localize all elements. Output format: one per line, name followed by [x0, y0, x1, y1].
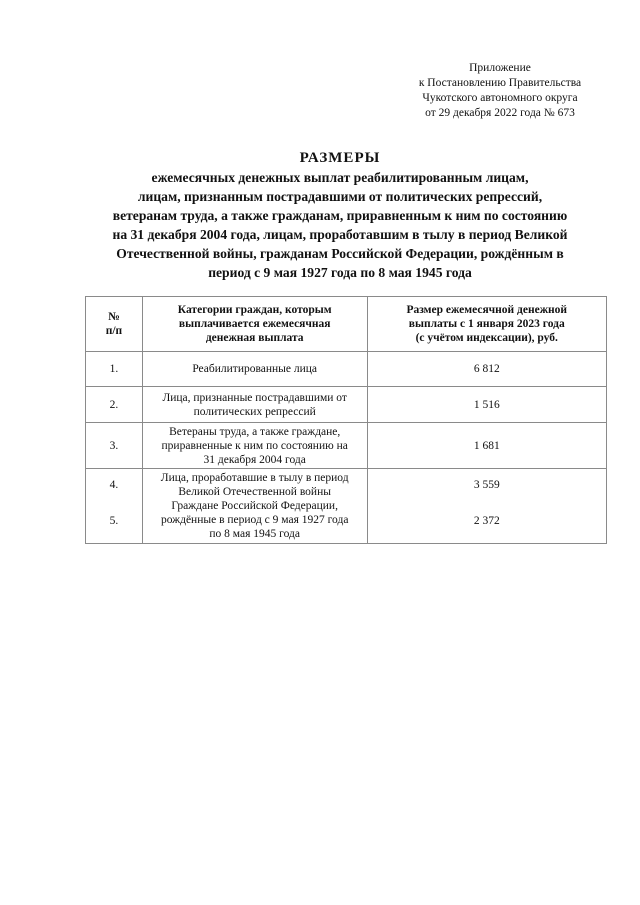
category-text: Великой Отечественной войны [178, 486, 331, 498]
header-text: Категории граждан, которым [177, 304, 332, 316]
appendix-line: Чукотского автономного округа [422, 92, 578, 104]
row-category [142, 352, 367, 387]
category-text: по 8 мая 1945 года [209, 528, 300, 540]
category-4 [145, 471, 365, 499]
row-category [142, 387, 367, 423]
title-line: ежемесячных денежных выплат реабилитированным лицам, [151, 170, 529, 185]
row-amount: 6 812 [367, 352, 607, 387]
category-text: Реабилитированные лица [192, 363, 318, 375]
row-number-5: 5. [109, 515, 119, 527]
amount-4: 3 559 [473, 479, 500, 491]
title-line: на 31 декабря 2004 года, лицам, проработавшим в тылу в период Великой [112, 227, 568, 242]
appendix-header [380, 61, 620, 121]
row-number: 2. [86, 387, 143, 423]
category-text: Лица, признанные пострадавшими от [162, 391, 347, 404]
category-text: рождённые в период с 9 мая 1927 года [160, 514, 349, 526]
row-number: 1. [86, 352, 143, 387]
category-text: приравненные к ним по состоянию на [161, 439, 348, 452]
row-number [86, 469, 143, 544]
amount-5: 2 372 [473, 515, 500, 527]
table-header-row [86, 297, 607, 352]
header-category [142, 297, 367, 352]
row-number-4: 4. [109, 479, 119, 491]
table-row [86, 387, 607, 423]
row-amount: 1 516 [367, 387, 607, 423]
merged-cell [370, 469, 605, 543]
header-text: Размер ежемесячной денежной [406, 304, 568, 316]
header-text: выплаты с 1 января 2023 года [408, 318, 565, 330]
header-text: (с учётом индексации), руб. [415, 332, 558, 344]
row-category [142, 423, 367, 469]
appendix-line: Приложение [469, 62, 531, 74]
category-5 [145, 499, 365, 541]
category-text: Ветераны труда, а также граждане, [169, 425, 341, 438]
document-title [70, 148, 610, 282]
appendix-line: к Постановлению Правительства [418, 77, 582, 89]
title-line: период с 9 мая 1927 года по 8 мая 1945 года [208, 265, 472, 280]
merged-cell [145, 469, 365, 543]
appendix-line: от 29 декабря 2022 года № 673 [425, 107, 575, 119]
title-main: РАЗМЕРЫ [299, 150, 381, 166]
row-category [142, 469, 367, 544]
title-line: лицам, признанным пострадавшими от политических репрессий, [137, 189, 543, 204]
title-line: ветеранам труда, а также гражданам, приравненным к ним по состоянию [112, 208, 568, 223]
header-number [86, 297, 143, 352]
row-amount: 1 681 [367, 423, 607, 469]
category-text: Граждане Российской Федерации, [171, 500, 338, 512]
table-row [86, 352, 607, 387]
merged-cell [88, 469, 140, 543]
header-text: выплачивается ежемесячная [178, 318, 331, 330]
header-text: денежная выплата [205, 332, 304, 344]
header-text: п/п [105, 325, 123, 337]
row-amount [367, 469, 607, 544]
category-text: 31 декабря 2004 года [203, 453, 306, 466]
table-row [86, 469, 607, 544]
row-number: 3. [86, 423, 143, 469]
table-row [86, 423, 607, 469]
category-text: Лица, проработавшие в тылу в период [160, 472, 349, 484]
payments-table [85, 296, 607, 544]
header-text: № [108, 311, 120, 323]
header-amount [367, 297, 607, 352]
title-line: Отечественной войны, гражданам Российской Федерации, рождённым в [116, 246, 564, 261]
category-text: политических репрессий [193, 405, 316, 418]
